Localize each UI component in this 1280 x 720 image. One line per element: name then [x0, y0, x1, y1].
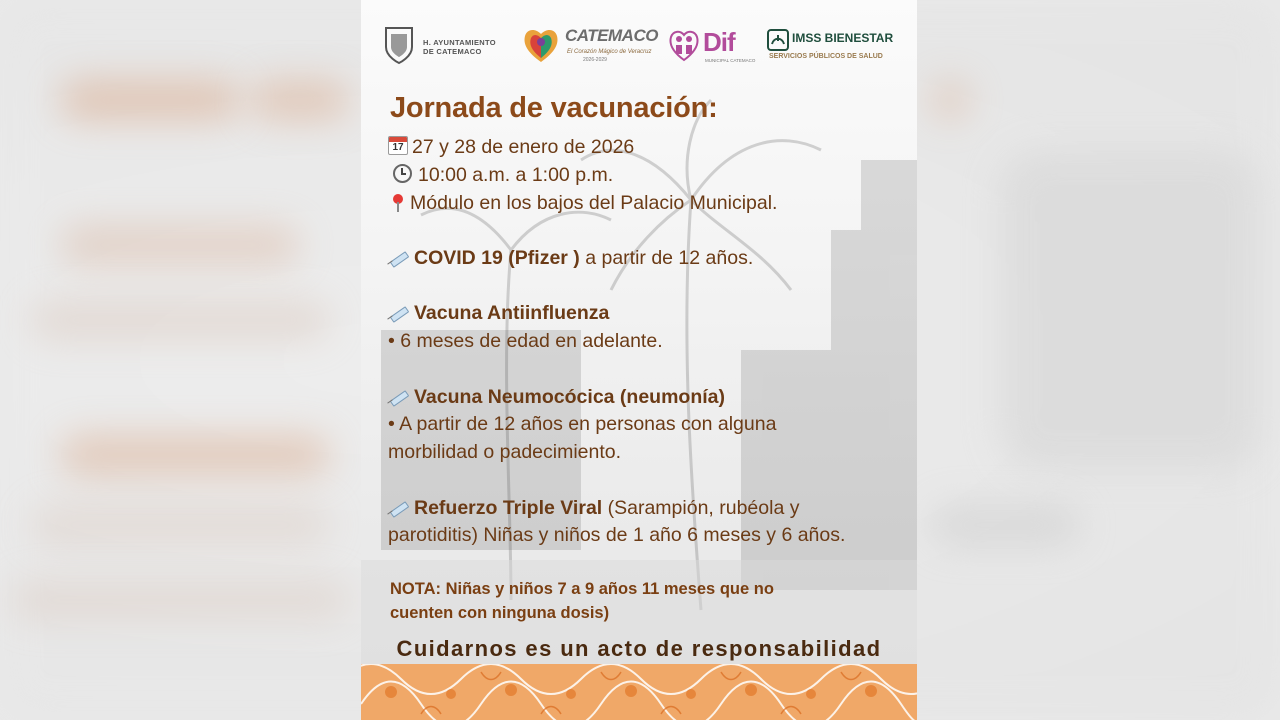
event-date: 27 y 28 de enero de 2026: [412, 136, 635, 158]
vaccine-name: Vacuna Antiinfluenza: [414, 302, 610, 324]
decorative-pattern: [361, 664, 917, 720]
clock-icon: [393, 164, 412, 183]
vaccine-name: Vacuna Neumocócica (neumonía): [414, 386, 726, 408]
vaccine-influenza-bullet: • 6 meses de edad en adelante.: [388, 330, 663, 352]
vaccine-detail: a partir de 12 años.: [579, 247, 754, 269]
dif-name: Dif: [703, 27, 735, 57]
time-line: [388, 164, 613, 187]
event-location: Módulo en los bajos del Palacio Municipal.: [410, 192, 778, 214]
vaccine-influenza: [388, 302, 609, 325]
vaccine-neumococica-bullet-1: • A partir de 12 años en personas con alguna: [388, 413, 777, 435]
nota-line-2: cuenten con ninguna dosis): [390, 604, 610, 622]
syringe-icon: [388, 306, 410, 320]
poster-content: [361, 0, 917, 720]
syringe-icon: [388, 501, 410, 515]
vaccine-covid: [388, 247, 753, 270]
vaccine-triple-viral: [388, 497, 799, 520]
location-line: [388, 192, 777, 215]
event-time: 10:00 a.m. a 1:00 p.m.: [418, 164, 614, 186]
vaccine-triple-viral-detail-2: parotiditis) Niñas y niños de 1 año 6 meses y 6 años.: [388, 524, 846, 546]
dif-sub: MUNICIPAL CATEMACO: [705, 58, 756, 63]
pin-icon: [388, 194, 410, 212]
vaccine-neumococica-bullet-2: morbilidad o padecimiento.: [388, 441, 622, 463]
vaccine-detail: (Sarampión, rubéola y: [602, 497, 800, 519]
poster-title: Jornada de vacunación:: [390, 92, 718, 124]
syringe-icon: [388, 390, 410, 404]
calendar-icon: [388, 136, 408, 155]
catemaco-years: 2026-2029: [583, 57, 607, 63]
nota-line-1: NOTA: Niñas y niños 7 a 9 años 11 meses que no: [390, 580, 774, 598]
calendar-day: 17: [392, 142, 404, 153]
vaccine-neumococica: [388, 386, 725, 409]
vaccination-poster: [361, 0, 917, 720]
ayuntamiento-line2: DE CATEMACO: [423, 47, 482, 56]
vaccine-name: COVID 19 (Pfizer ): [414, 247, 580, 269]
imss-sub: SERVICIOS PÚBLICOS DE SALUD: [769, 53, 883, 60]
catemaco-name: CATEMACO: [565, 26, 658, 45]
syringe-icon: [388, 251, 410, 265]
vaccine-name: Refuerzo Triple Viral: [414, 497, 603, 519]
catemaco-tagline: El Corazón Mágico de Veracruz: [567, 49, 652, 55]
date-line: [388, 136, 634, 159]
imss-name: IMSS BIENESTAR: [792, 31, 894, 45]
footer-slogan: Cuidarnos es un acto de responsabilidad: [396, 636, 882, 661]
ayuntamiento-line1: H. AYUNTAMIENTO: [423, 38, 496, 47]
